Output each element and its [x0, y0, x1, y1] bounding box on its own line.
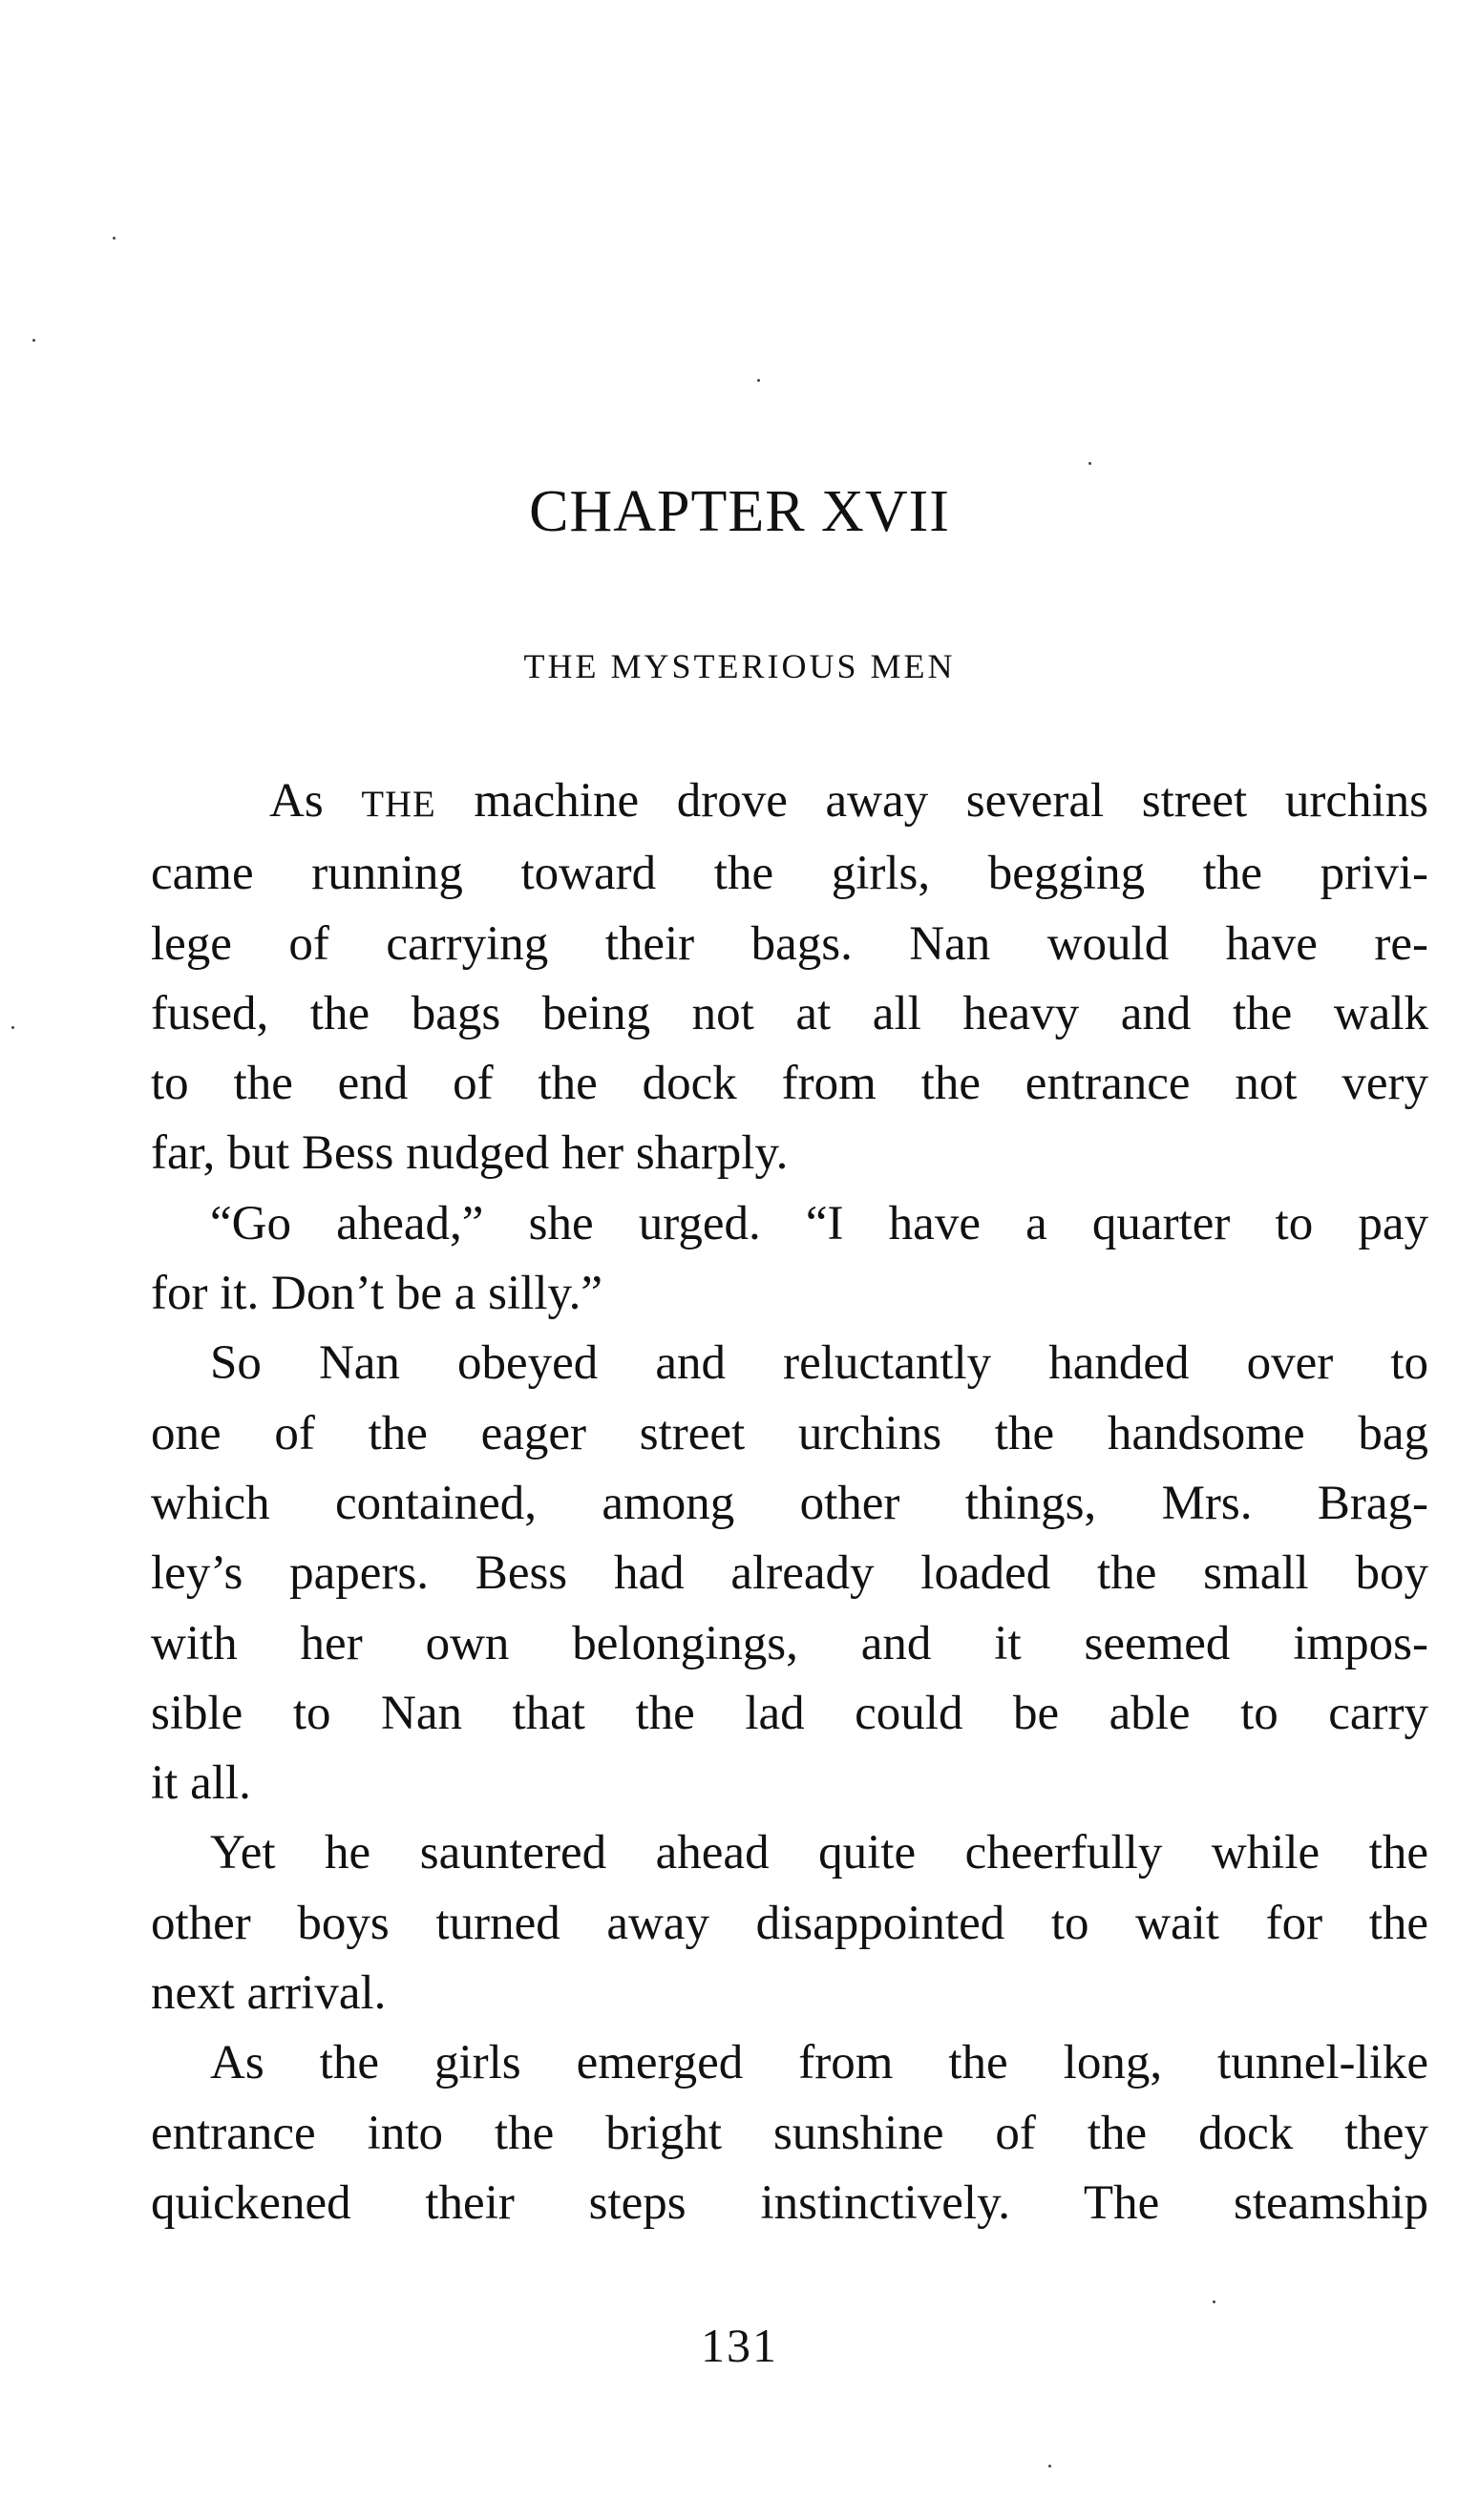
- text-line: fused, the bags being not at all heavy and the walk: [151, 986, 1428, 1040]
- paragraph-2: [151, 1189, 1428, 1330]
- text-line: “Go ahead,” she urged. “I have a quarter to pay: [210, 1196, 1428, 1250]
- text-line: with her own belongings, and it seemed impos-: [151, 1616, 1428, 1670]
- text-line: it all.: [151, 1756, 251, 1811]
- scan-speck: [32, 339, 35, 342]
- scan-speck: [1213, 2300, 1215, 2303]
- text-line: which contained, among other things, Mrs. Brag-: [151, 1476, 1428, 1530]
- text-line: Yet he sauntered ahead quite cheerfully while the: [210, 1826, 1428, 1880]
- text-line: So Nan obeyed and reluctantly handed over to: [210, 1336, 1428, 1391]
- text-line: to the end of the dock from the entrance not very: [151, 1057, 1428, 1111]
- scan-speck: [1048, 2465, 1051, 2468]
- text-line: sible to Nan that the lad could be able to carry: [151, 1686, 1428, 1740]
- text-line: ley’s papers. Bess had already loaded the small boy: [151, 1546, 1428, 1601]
- chapter-title: CHAPTER XVII: [529, 479, 950, 544]
- text-line: other boys turned away disappointed to wait for the: [151, 1896, 1428, 1950]
- paragraph-3: [151, 1329, 1428, 1818]
- text-line: entrance into the bright sunshine of the dock they: [151, 2106, 1428, 2160]
- text-line: for it. Don’t be a silly.”: [151, 1267, 603, 1321]
- paragraph-4: [151, 1818, 1428, 2028]
- lead-smallcaps: THE: [361, 784, 436, 825]
- paragraph-1: [151, 766, 1428, 1189]
- text-line: As THE machine drove away several street urchins: [269, 774, 1429, 828]
- text-line: As the girls emerged from the long, tunnel-like: [210, 2036, 1428, 2090]
- page-number: 131: [701, 2319, 778, 2372]
- chapter-subtitle: THE MYSTERIOUS MEN: [523, 647, 956, 685]
- scan-speck: [11, 1026, 14, 1029]
- body-text: [151, 766, 1428, 2238]
- text-line: quickened their steps instinctively. The steamship: [151, 2175, 1428, 2230]
- scan-speck: [113, 237, 116, 240]
- text-line: lege of carrying their bags. Nan would have re-: [151, 916, 1428, 971]
- text-line: came running toward the girls, begging the privi-: [151, 847, 1428, 901]
- text-line: one of the eager street urchins the handsome bag: [151, 1406, 1428, 1460]
- paragraph-5: [151, 2028, 1428, 2238]
- scan-speck: [757, 379, 760, 382]
- text-line: far, but Bess nudged her sharply.: [151, 1126, 789, 1181]
- lead-word: As: [269, 774, 324, 828]
- scan-speck: [1088, 462, 1091, 465]
- text-line: next arrival.: [151, 1966, 387, 2021]
